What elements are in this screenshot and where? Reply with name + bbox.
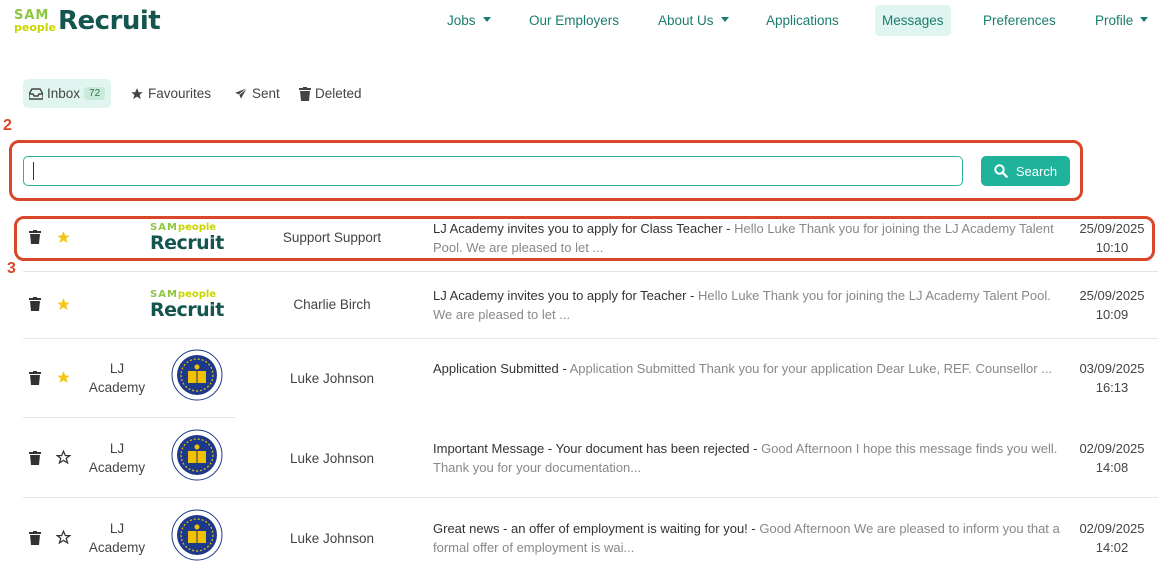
preview-text: Good Afternoon We are pleased to inform you that a formal offer of employment is wai... xyxy=(433,521,1060,555)
lj-academy-crest-icon xyxy=(171,509,223,561)
nav-applications[interactable] xyxy=(759,5,846,36)
row-divider xyxy=(23,417,235,418)
logo-people-text: people xyxy=(177,289,217,300)
search-button-label: Search xyxy=(1015,163,1058,179)
message-subject[interactable] xyxy=(433,359,1068,378)
org-line: LJ xyxy=(109,521,125,536)
row-divider xyxy=(23,497,1158,498)
tab-sent[interactable] xyxy=(228,79,286,108)
sender-name: Support Support xyxy=(282,230,382,245)
inbox-icon xyxy=(29,88,43,100)
date-text: 02/09/2025 xyxy=(1079,521,1145,536)
delete-icon[interactable] xyxy=(29,531,41,545)
time-text: 14:08 xyxy=(1095,460,1129,475)
time-text: 10:09 xyxy=(1095,307,1129,322)
logo-people-text: people xyxy=(177,222,217,233)
date-text: 03/09/2025 xyxy=(1079,361,1145,376)
message-subject[interactable] xyxy=(433,439,1068,477)
search-input[interactable] xyxy=(23,156,963,186)
subject-text: an offer of employment is waiting for you! - xyxy=(511,521,760,536)
sender-name: Luke Johnson xyxy=(289,531,375,546)
sender-name: Charlie Birch xyxy=(293,297,371,312)
paper-plane-icon xyxy=(234,87,248,101)
text-cursor xyxy=(33,162,34,180)
message-date xyxy=(1067,439,1157,477)
tab-deleted-label: Deleted xyxy=(315,86,362,101)
chevron-down-icon xyxy=(1140,17,1148,22)
sender-organisation xyxy=(83,519,151,557)
tab-favourites-label: Favourites xyxy=(148,86,212,101)
message-date xyxy=(1067,519,1157,557)
nav-jobs-label: Jobs xyxy=(447,13,476,28)
chevron-down-icon xyxy=(483,17,491,22)
row-divider xyxy=(23,271,1158,272)
star-outline-icon[interactable] xyxy=(56,450,71,465)
tab-deleted[interactable] xyxy=(293,79,368,108)
message-date xyxy=(1067,286,1157,324)
message-row[interactable] xyxy=(23,283,1158,328)
lj-academy-crest-icon xyxy=(171,429,223,481)
preview-text: Hello Luke Thank you for joining the LJ Academy Talent Pool. We are pleased to let ... xyxy=(433,221,1054,255)
nav-profile[interactable] xyxy=(1088,5,1155,36)
annotation-number-3: 3 xyxy=(7,260,16,277)
message-date xyxy=(1067,359,1157,397)
nav-preferences-label: Preferences xyxy=(983,13,1056,28)
tab-favourites[interactable] xyxy=(124,79,217,108)
org-line: LJ xyxy=(109,361,125,376)
logo-sam-text: SAM xyxy=(14,8,50,23)
inbox-count-badge: 72 xyxy=(84,87,105,100)
star-outline-icon[interactable] xyxy=(56,530,71,545)
subject-text: Great news - xyxy=(433,521,512,536)
logo-wordmark: Recruit xyxy=(150,299,224,321)
nav-our-employers-label: Our Employers xyxy=(529,13,620,28)
search-button[interactable] xyxy=(981,156,1070,186)
lj-academy-crest-icon xyxy=(171,349,223,401)
delete-icon[interactable] xyxy=(29,451,41,465)
message-subject[interactable] xyxy=(433,286,1068,324)
preview-text: Application Submitted Thank you for your application Dear Luke, REF. Counsellor ... xyxy=(569,361,1053,376)
sender-organisation xyxy=(83,359,151,397)
subject-text: Application Submitted - xyxy=(433,361,570,376)
nav-messages-label: Messages xyxy=(882,13,944,28)
nav-jobs[interactable] xyxy=(440,5,498,36)
date-text: 25/09/2025 xyxy=(1079,221,1145,236)
message-row[interactable] xyxy=(23,216,1158,261)
date-text: 25/09/2025 xyxy=(1079,288,1145,303)
search-icon xyxy=(994,164,1008,178)
subject-text: Important Message - Your document has been rejected - xyxy=(433,441,762,456)
annotation-number-2: 2 xyxy=(3,117,12,134)
sam-recruit-logo xyxy=(150,222,224,253)
logo-wordmark: Recruit xyxy=(58,6,161,36)
message-row[interactable] xyxy=(23,505,1158,571)
message-subject[interactable] xyxy=(433,219,1068,257)
star-filled-icon[interactable] xyxy=(56,230,71,245)
nav-about-us[interactable] xyxy=(651,5,736,36)
nav-messages[interactable] xyxy=(875,5,951,36)
date-text: 02/09/2025 xyxy=(1079,441,1145,456)
subject-text: LJ Academy invites you to apply for Class Teacher - xyxy=(433,221,735,236)
nav-profile-label: Profile xyxy=(1095,13,1134,28)
message-subject[interactable] xyxy=(433,519,1068,557)
time-text: 14:02 xyxy=(1095,540,1129,555)
org-line: LJ xyxy=(109,441,125,456)
message-row[interactable] xyxy=(23,425,1158,495)
nav-preferences[interactable] xyxy=(976,5,1063,36)
logo-sam-text: SAM xyxy=(150,222,178,233)
time-text: 16:13 xyxy=(1095,380,1129,395)
message-date xyxy=(1067,219,1157,257)
star-filled-icon[interactable] xyxy=(56,297,71,312)
delete-icon[interactable] xyxy=(29,371,41,385)
message-row[interactable] xyxy=(23,345,1158,415)
time-text: 10:10 xyxy=(1095,240,1129,255)
sam-recruit-logo xyxy=(150,289,224,320)
org-line: Academy xyxy=(88,380,146,395)
tab-inbox[interactable] xyxy=(23,79,111,108)
logo-people-text: people xyxy=(14,21,56,34)
org-line: Academy xyxy=(88,540,146,555)
tab-inbox-label: Inbox xyxy=(47,86,81,101)
org-line: Academy xyxy=(88,460,146,475)
sender-organisation xyxy=(83,439,151,477)
logo-wordmark: Recruit xyxy=(150,232,224,254)
preview-text: Hello Luke Thank you for joining the LJ Academy Talent Pool. We are pleased to let ... xyxy=(433,288,1051,322)
preview-text: Good Afternoon I hope this message finds you well. Thank you for your documentation... xyxy=(433,441,1058,475)
row-divider xyxy=(23,338,1158,339)
sender-name: Luke Johnson xyxy=(289,371,375,386)
nav-applications-label: Applications xyxy=(766,13,839,28)
subject-text: LJ Academy invites you to apply for Teacher - xyxy=(433,288,698,303)
delete-icon[interactable] xyxy=(29,230,41,244)
tab-sent-label: Sent xyxy=(252,86,280,101)
star-icon xyxy=(130,87,144,101)
main-nav xyxy=(0,5,1175,35)
nav-about-us-label: About Us xyxy=(658,13,714,28)
nav-our-employers[interactable] xyxy=(522,5,626,36)
chevron-down-icon xyxy=(721,17,729,22)
delete-icon[interactable] xyxy=(29,297,41,311)
star-filled-icon[interactable] xyxy=(56,370,71,385)
sender-name: Luke Johnson xyxy=(289,451,375,466)
logo-sam-text: SAM xyxy=(150,289,178,300)
trash-icon xyxy=(299,87,311,101)
